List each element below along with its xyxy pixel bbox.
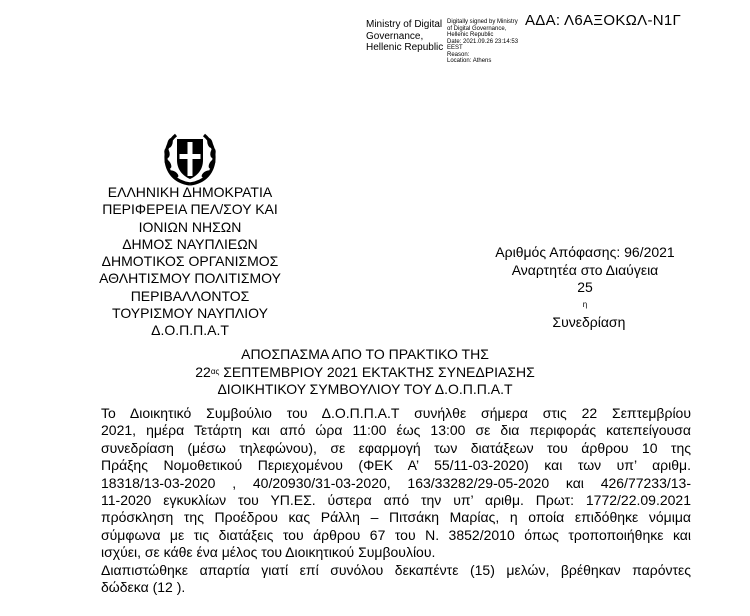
signature-org-line: Ministry of Digital: [366, 19, 443, 30]
body-line: πρόσκληση της Προέδρου κας Ράλλη – Πιτσάκη Μαρίας, η οποία επιδόθηκε νόμιμα: [101, 509, 691, 526]
signature-organization: [366, 19, 446, 54]
authority-line: ΙΟΝΙΩΝ ΝΗΣΩΝ: [138, 218, 242, 235]
session-word: Συνεδρίαση: [544, 314, 626, 330]
extract-title-line: ΑΠΟΣΠΑΣΜΑ ΑΠΟ ΤΟ ΠΡΑΚΤΙΚΟ ΤΗΣ: [241, 346, 489, 362]
signature-detail-line: Date: 2021.09.26 23:14:53: [447, 38, 519, 45]
extract-day: 22: [195, 363, 211, 380]
quorum-line: Διαπιστώθηκε απαρτία γιατί επί συνόλου δεκαπέντε (15) μελών, βρέθηκαν παρόντες: [101, 561, 691, 578]
extract-date-rest: ΣΕΠΤΕΜΒΡΙΟΥ 2021 ΕΚΤΑΚΤΗΣ ΣΥΝΕΔΡΙΑΣΗΣ: [219, 363, 535, 380]
hellenic-republic-emblem-icon: [161, 130, 219, 188]
decision-number: Αριθμός Απόφασης: 96/2021: [495, 244, 675, 260]
authority-line: ΠΕΡΙΦΕΡΕΙΑ ΠΕΛ/ΣΟΥ ΚΑΙ: [102, 201, 278, 218]
authority-line: Δ.Ο.Π.Π.Α.Τ: [151, 322, 229, 339]
authority-line: ΔΗΜΟΤΙΚΟΣ ΟΡΓΑΝΙΣΜΟΣ: [101, 253, 279, 270]
issuing-authority: [90, 184, 290, 340]
session-ordinal: η: [582, 299, 588, 309]
quorum-line: δώδεκα (12 ).: [101, 579, 186, 596]
session-line: [470, 279, 700, 332]
ada-code: ΑΔΑ: Λ6ΑΞΟΚΩΛ-Ν1Γ: [525, 12, 682, 29]
signature-detail-line: EEST: [447, 45, 463, 51]
body-line: ισχύει, σε κάθε ένα μέλος του Διοικητικού Συμβουλίου.: [101, 544, 436, 561]
authority-line: ΑΘΛΗΤΙΣΜΟΥ ΠΟΛΙΤΙΣΜΟΥ: [99, 270, 281, 287]
signature-org-line: Governance,: [366, 30, 424, 42]
session-number: 25: [577, 279, 593, 295]
extract-title-line: [130, 364, 600, 382]
authority-line: ΔΗΜΟΣ ΝΑΥΠΛΙΕΩΝ: [122, 235, 258, 252]
body-line: 18318/13-03-2020 , 40/20930/31-03-2020, 163/33282/29-05-2020 και 426/77233/13-: [101, 474, 691, 491]
authority-line: ΠΕΡΙΒΑΛΛΟΝΤΟΣ: [130, 287, 250, 304]
signature-detail-line: of Digital Governance,: [447, 25, 507, 32]
body-line: Πράξης Νομοθετικού Περιεχομένου (ΦΕΚ Α’ 55/11-03-2020) και των υπ’ αριθμ.: [101, 457, 691, 474]
signature-detail-line: Hellenic Republic: [447, 32, 494, 38]
body-line: συνεδρίαση (μέσω τηλεφώνου), σε εφαρμογή των διατάξεων του άρθρου 10 της: [101, 439, 691, 456]
authority-line: ΕΛΛΗΝΙΚΗ ΔΗΜΟΚΡΑΤΙΑ: [107, 184, 273, 200]
body-line: 11-2020 εγκυκλίων του ΥΠ.ΕΣ. ύστερα από την υπ’ αριθμ. Πρωτ: 1772/22.09.2021: [101, 492, 691, 509]
body-line: 2021, ημέρα Τετάρτη και από ώρα 11:00 έως 13:00 σε δια περιφοράς κατεπείγουσα: [101, 422, 691, 439]
decision-info: [470, 244, 700, 332]
body-line: Το Διοικητικό Συμβούλιο του Δ.Ο.Π.Π.Α.Τ συνήλθε σήμερα στις 22 Σεπτεμβρίου: [101, 405, 691, 421]
signature-detail-line: Reason:: [447, 51, 470, 58]
signature-detail-line: Digitally signed by Ministry: [447, 19, 518, 25]
signature-org-line: Hellenic Republic: [366, 42, 444, 53]
extract-title-line: ΔΙΟΙΚΗΤΙΚΟΥ ΣΥΜΒΟΥΛΙΟΥ ΤΟΥ Δ.Ο.Π.Π.Α.Τ: [217, 381, 513, 397]
signature-detail-line: Location: Athens: [447, 58, 492, 64]
body-line: σύμφωνα με τις διατάξεις του άρθρου 67 του Ν. 3852/2010 όπως τροποποιήθηκε και: [101, 526, 691, 543]
body-paragraph: [101, 405, 691, 596]
authority-line: ΤΟΥΡΙΣΜΟΥ ΝΑΥΠΛΙΟΥ: [112, 305, 268, 322]
extract-title: [130, 346, 600, 399]
extract-day-ordinal: ας: [210, 366, 220, 376]
signature-details: [447, 19, 518, 65]
posting-notice: Αναρτητέα στο Διαύγεια: [511, 261, 659, 278]
